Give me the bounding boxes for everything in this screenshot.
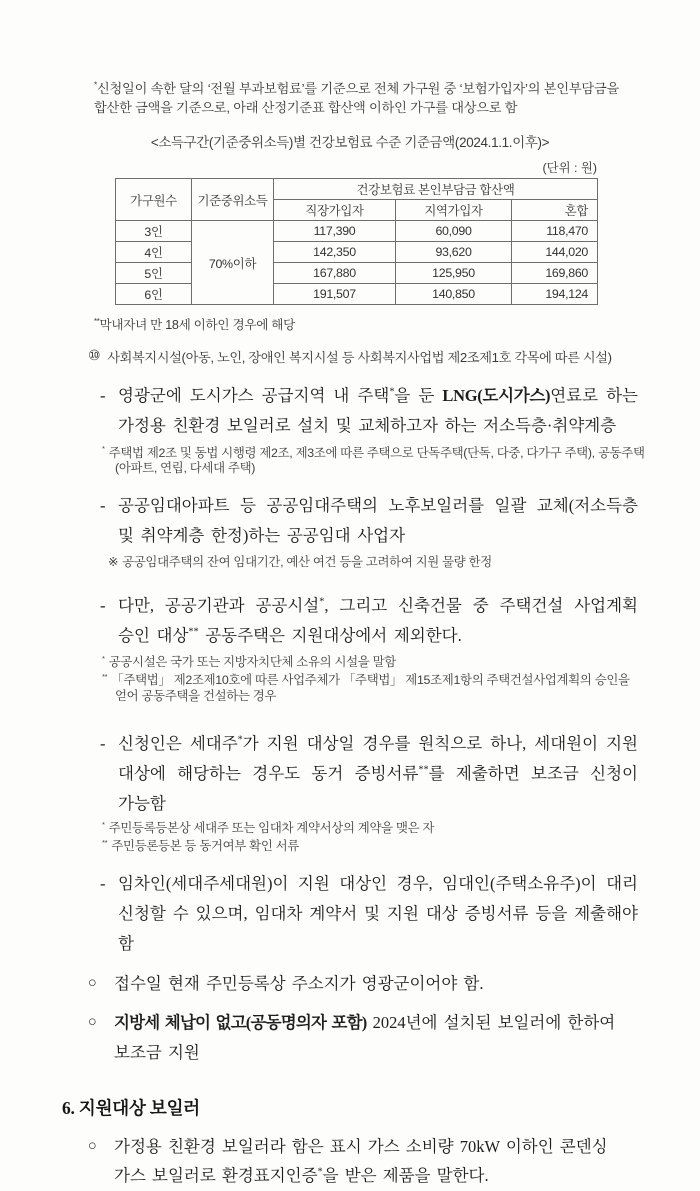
footnote-text: 공공시설은 국가 또는 지방자치단체 소유의 시설을 말함 [108, 655, 396, 670]
table-cell: 125,950 [396, 263, 512, 284]
bullet-public-rental-text: 공공임대아파트 등 공공임대주택의 노후보일러를 일괄 교체(저소득층 및 취약계층 한정)하는 공공임대 사업자 [118, 496, 638, 546]
footnote-marker: ** [94, 317, 100, 327]
text-segment: 2024년에 설치된 보일러에 한하여 보조금 지원 [114, 1013, 616, 1063]
reference-mark: ※ [108, 555, 119, 570]
footnote-housing-act [102, 446, 645, 478]
bullet-applicant [100, 729, 638, 819]
circle-bullet-address [88, 969, 638, 999]
text-segment: 가정용 친환경 보일러라 함은 표시 가스 소비량 70kW 이하인 콘덴싱 가스 보일러로 환경표지인증 [114, 1136, 608, 1186]
dash-marker: - [100, 496, 106, 516]
table-cell: 5인 [116, 263, 192, 284]
table-cell: 194,124 [512, 284, 598, 305]
bullet-lng-boiler [100, 381, 638, 441]
footnote-cohabitation [102, 839, 645, 855]
footnote-marker: ** [418, 764, 429, 776]
bullet-applicant-text [118, 729, 638, 819]
table-row [116, 284, 598, 305]
circle-marker: ○ [88, 1137, 97, 1154]
text-segment: 연료로 하는 가정용 친환경 보일러로 설치 및 교체하고자 하는 저소득층·취약계층 [118, 386, 638, 436]
footnote-marker: * [102, 444, 105, 454]
table-cell: 6인 [116, 284, 192, 305]
bullet-public-rental [100, 491, 638, 551]
table-cell: 3인 [116, 221, 192, 242]
table-cell: 60,090 [396, 221, 512, 242]
table-row [116, 242, 598, 263]
table-cell: 191,507 [274, 284, 396, 305]
header-mixed: 혼합 [512, 200, 598, 221]
circle-bullet-tax [88, 1008, 638, 1067]
table-row [116, 263, 598, 284]
table-footnote [94, 314, 638, 333]
footnote-marker: * [319, 596, 325, 608]
footnote-marker: * [389, 386, 395, 398]
table-title: <소득구간(기준중위소득)별 건강보험료 수준 기준금액(2024.1.1.이후)> [150, 135, 550, 151]
table-cell-income-threshold: 70%이하 [192, 221, 274, 305]
footnote-marker: * [317, 1166, 323, 1178]
bullet-lng-boiler-text [118, 381, 638, 441]
text-segment: 을 둔 [394, 386, 443, 406]
circled-number-10-marker: ⑩ [88, 347, 101, 364]
section-heading-6: 6. 지원대상 보일러 [62, 1097, 201, 1118]
footnote-text: 「주택법」 제2조제10호에 따른 사업주체가 「주택법」 제15조제1항의 주택건설사업계획의 승인을 얻어 공동주택을 건설하는 경우 [111, 673, 630, 703]
text-segment: 영광군에 도시가스 공급지역 내 주택 [118, 386, 390, 406]
table-cell: 93,620 [396, 242, 512, 263]
note-text: 공공임대주택의 잔여 임대기간, 예산 여건 등을 고려하여 지원 물량 한정 [122, 555, 492, 570]
text-segment: 을 받은 제품을 말한다. [322, 1166, 489, 1186]
top-note-text: 신청일이 속한 달의 ‘전월 부과보험료’를 기준으로 전체 가구원 중 ‘보험가입자’의 본인부담금을 합산한 금액을 기준으로, 아래 산정기준표 합산액 이하인 가구를 대상으로 함 [94, 81, 620, 115]
list-item-10 [88, 347, 638, 366]
text-segment-bold: 지방세 체납이 없고(공동명의자 포함) [114, 1013, 367, 1033]
footnote-marker: ** [102, 837, 108, 847]
bullet-tenant [100, 869, 638, 959]
circle-bullet-tax-text [114, 1008, 638, 1067]
footnote-marker: * [102, 654, 105, 664]
table-unit-label: (단위 : 원) [542, 161, 597, 176]
text-segment: 다만, 공공기관과 공공시설 [118, 596, 320, 616]
note-rental-quota [108, 555, 651, 571]
footnote-public-facility [102, 655, 645, 671]
footnote-housing-business [102, 673, 645, 705]
text-segment: 를 제출하면 보조금 신청이 가능함 [118, 763, 638, 813]
footnote-marker: * [102, 819, 105, 829]
dash-marker: - [100, 386, 106, 406]
dash-marker: - [100, 733, 106, 753]
footnote-marker: ** [188, 626, 199, 638]
table-header-row [116, 179, 598, 200]
top-note [94, 80, 642, 117]
circle-marker: ○ [88, 1014, 97, 1031]
table-footnote-text: 막내자녀 만 18세 이하인 경우에 해당 [99, 318, 295, 333]
bullet-tenant-text: 임차인(세대주세대원)이 지원 대상인 경우, 임대인(주택소유주)이 대리 신청할 수 있으며, 임대차 계약서 및 지원 대상 증빙서류 등을 제출해야 함 [118, 873, 638, 953]
table-row [116, 221, 598, 242]
table-cell: 118,470 [512, 221, 598, 242]
footnote-marker: * [237, 734, 243, 746]
list-item-10-text: 사회복지시설(아동, 노인, 장애인 복지시설 등 사회복지사업법 제2조제1호 각목에 따른 시설) [107, 350, 612, 366]
footnote-text: 주택법 제2조 및 동법 시행령 제2조, 제3조에 따른 주택으로 단독주택(단독, 다중, 다가구 주택), 공동주택(아파트, 연립, 다세대 주택) [108, 445, 645, 476]
dash-marker: - [100, 596, 106, 616]
footnote-householder [102, 821, 645, 837]
footnote-text: 주민등론등본 등 동거여부 확인 서류 [111, 838, 299, 853]
bullet-exclusions-text [118, 591, 638, 651]
table-cell: 167,880 [274, 263, 396, 284]
circle-bullet-address-text: 접수일 현재 주민등록상 주소지가 영광군이어야 함. [114, 973, 484, 993]
table-cell: 144,020 [512, 242, 598, 263]
text-segment: 신청인은 세대주 [118, 733, 238, 753]
header-group: 건강보험료 본인부담금 합산액 [274, 179, 598, 200]
footnote-marker: ** [102, 671, 108, 681]
circle-bullet-boiler-def [88, 1132, 638, 1191]
bullet-exclusions [100, 591, 638, 651]
header-income: 기준중위소득 [192, 179, 274, 221]
table-cell: 117,390 [274, 221, 396, 242]
table-cell: 169,860 [512, 263, 598, 284]
premium-table [115, 178, 598, 305]
circle-bullet-boiler-def-text [114, 1132, 638, 1191]
text-segment: 가 지원 대상일 경우를 원칙으로 하나, 세대원이 지원 대상에 해당하는 경우도 동거 증빙서류 [118, 733, 638, 783]
dash-marker: - [100, 873, 106, 893]
text-segment-bold: LNG(도시가스) [442, 386, 551, 406]
footnote-text: 주민등록등본상 세대주 또는 임대차 계약서상의 계약을 맺은 자 [108, 820, 435, 835]
table-cell: 142,350 [274, 242, 396, 263]
text-segment: , 그리고 신축건물 중 주택건설 사업계획 승인 대상 [118, 596, 638, 646]
footnote-marker: * [94, 80, 97, 90]
circle-marker: ○ [88, 974, 97, 991]
text-segment: 공동주택은 지원대상에서 제외한다. [198, 626, 462, 646]
header-employee: 직장가입자 [274, 200, 396, 221]
header-regional: 지역가입자 [396, 200, 512, 221]
header-household: 가구원수 [116, 179, 192, 221]
table-cell: 140,850 [396, 284, 512, 305]
table-cell: 4인 [116, 242, 192, 263]
